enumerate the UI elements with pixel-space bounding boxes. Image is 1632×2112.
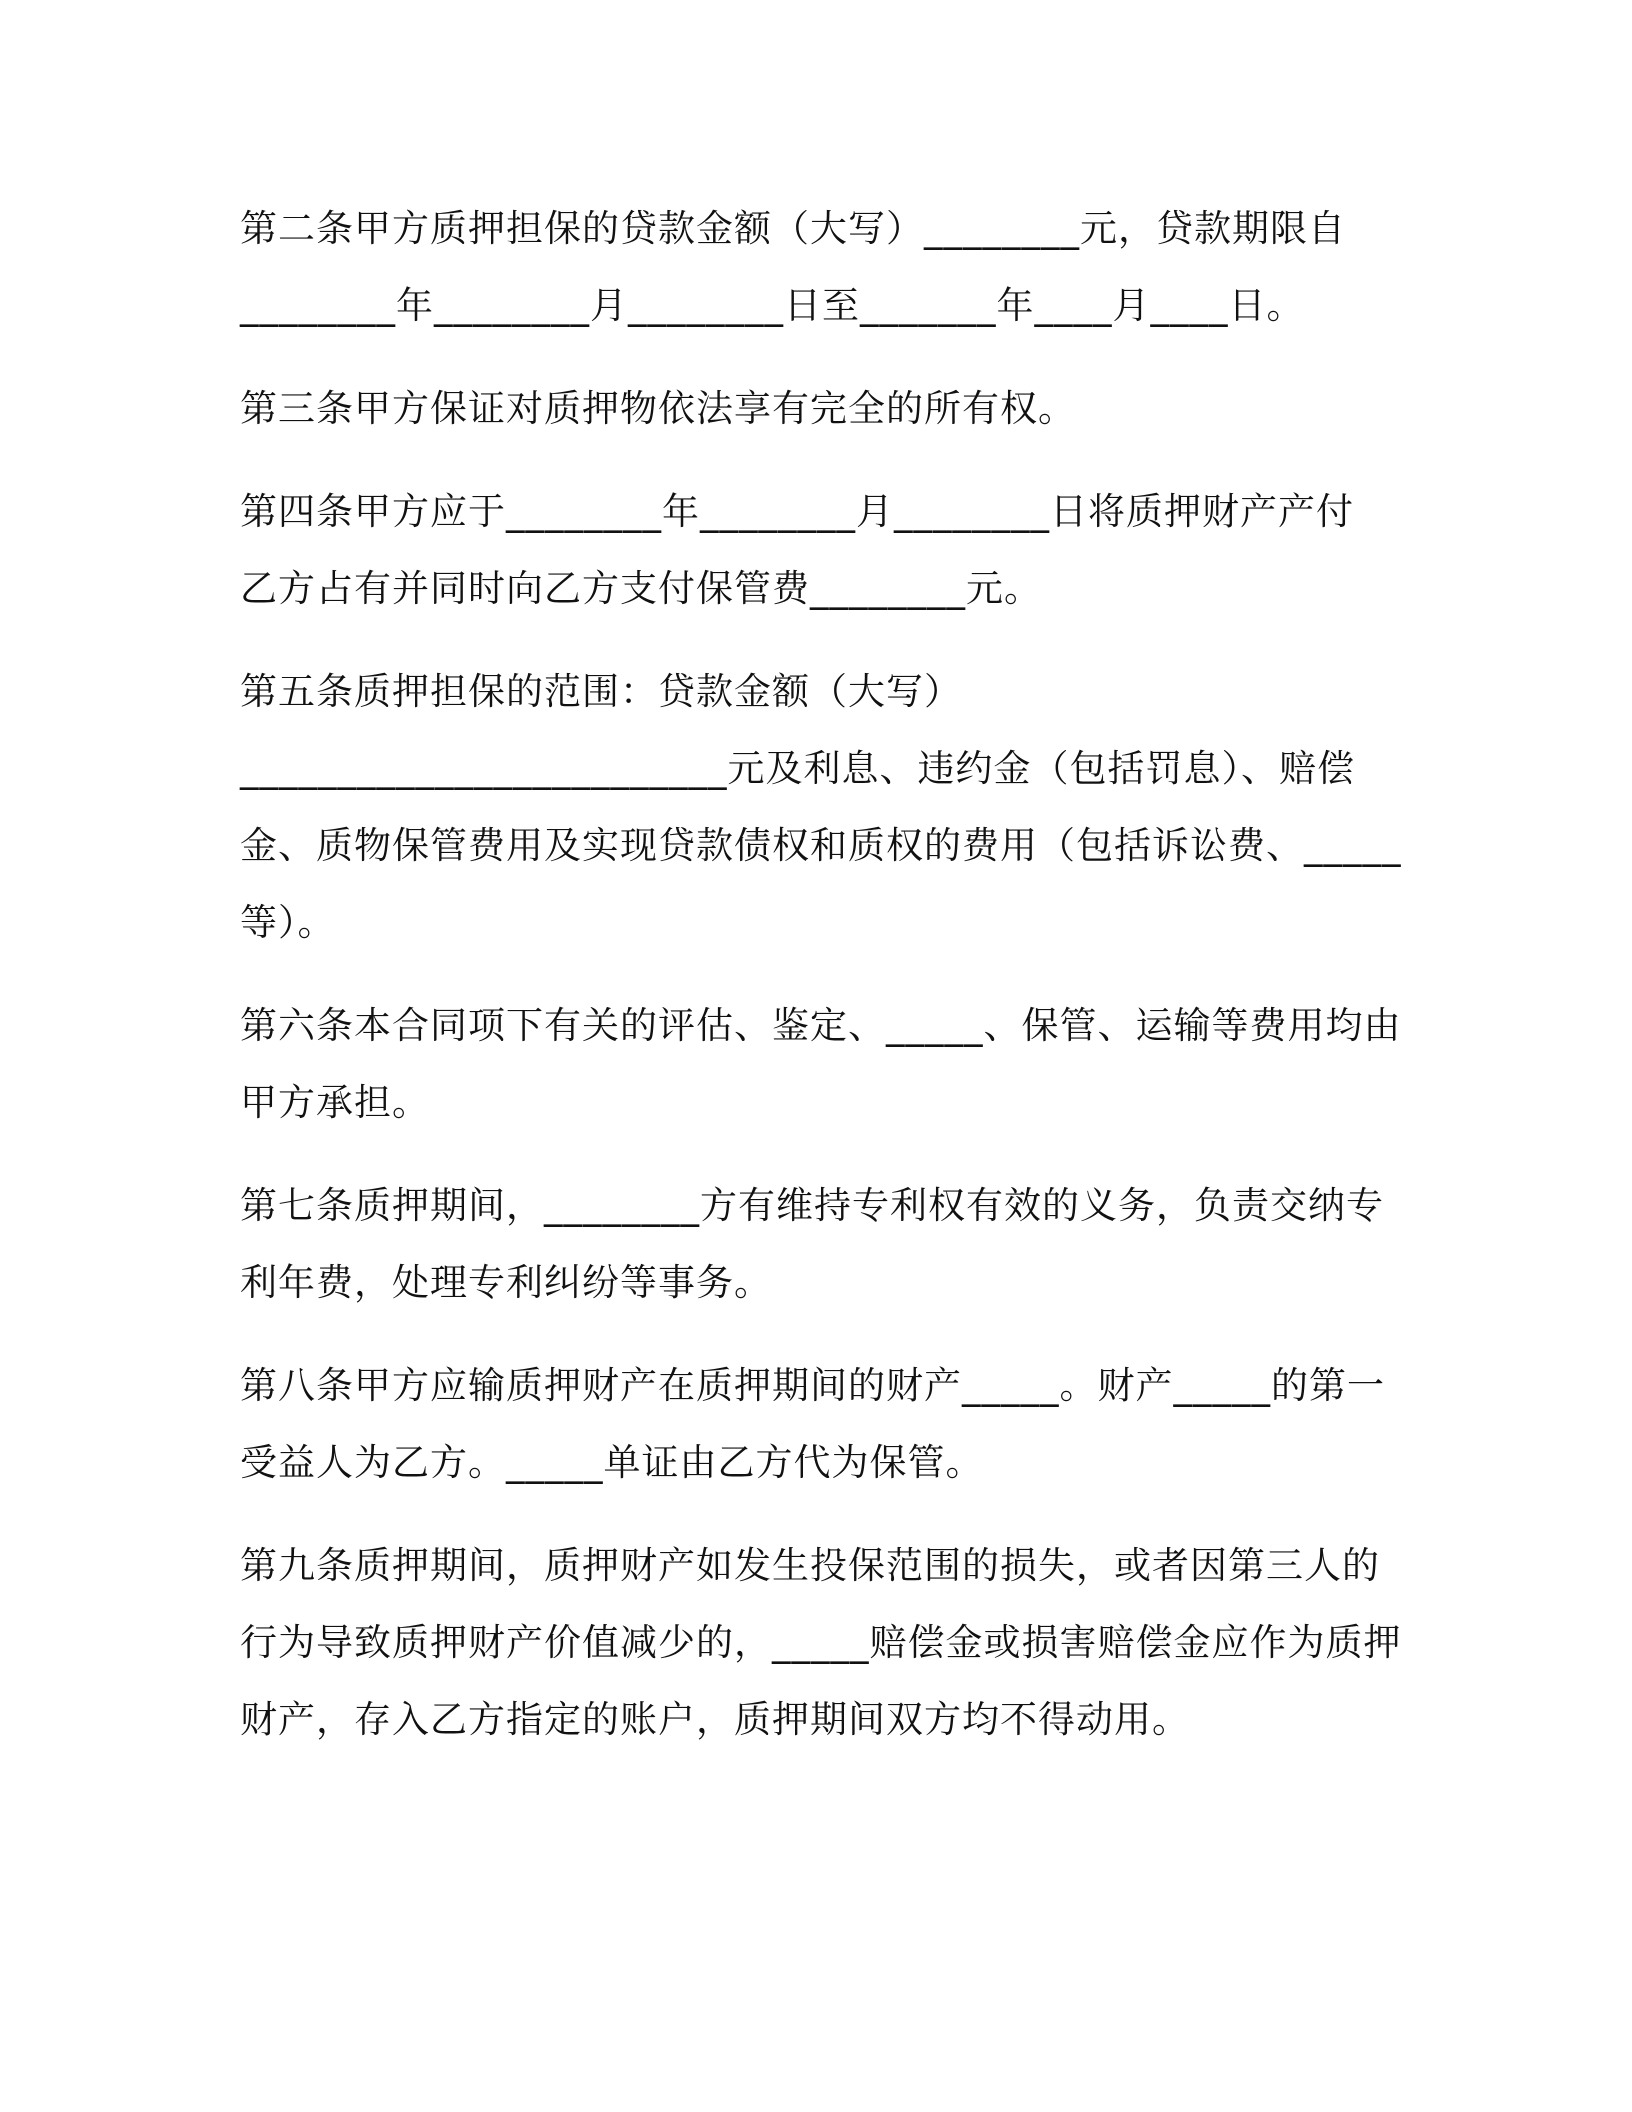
clause-line: 利年费，处理专利纠纷等事务。 xyxy=(240,1261,772,1304)
clause-9 xyxy=(240,1527,1402,1758)
clause-line: 第八条甲方应输质押财产在质押期间的财产_____。财产_____的第一 xyxy=(240,1364,1385,1407)
clause-line: 甲方承担。 xyxy=(240,1081,430,1124)
clause-5 xyxy=(240,653,1402,961)
clause-7 xyxy=(240,1167,1390,1321)
clause-line: 金、质物保管费用及实现贷款债权和质权的费用（包括诉讼费、_____ xyxy=(240,824,1402,867)
clause-line: _________________________元及利息、违约金（包括罚息）、赔偿 xyxy=(240,747,1355,790)
clause-line: 等）。 xyxy=(240,901,336,944)
clause-2 xyxy=(240,190,1390,344)
clause-line: 第九条质押期间，质押财产如发生投保范围的损失，或者因第三人的 xyxy=(240,1544,1380,1587)
clause-line: 第三条甲方保证对质押物依法享有完全的所有权。 xyxy=(240,387,1076,430)
clause-line: 第四条甲方应于________年________月________日将质押财产产付 xyxy=(240,490,1354,533)
clause-line: ________年________月________日至_______年____月____日。 xyxy=(240,284,1305,327)
clause-line: 受益人为乙方。_____单证由乙方代为保管。 xyxy=(240,1441,984,1484)
clause-4 xyxy=(240,473,1390,627)
clause-line: 行为导致质押财产价值减少的，_____赔偿金或损害赔偿金应作为质押 xyxy=(240,1621,1402,1664)
clause-line: 第七条质押期间，________方有维持专利权有效的义务，负责交纳专 xyxy=(240,1184,1384,1227)
clause-3 xyxy=(240,370,1390,447)
clause-line: 第六条本合同项下有关的评估、鉴定、_____、保管、运输等费用均由 xyxy=(240,1004,1402,1047)
clause-6 xyxy=(240,987,1402,1141)
document-page xyxy=(240,190,1402,1784)
clause-8 xyxy=(240,1347,1390,1501)
clause-line: 财产，存入乙方指定的账户，质押期间双方均不得动用。 xyxy=(240,1698,1190,1741)
clause-line: 第五条质押担保的范围：贷款金额（大写） xyxy=(240,670,962,713)
clause-line: 乙方占有并同时向乙方支付保管费________元。 xyxy=(240,567,1042,610)
clause-line: 第二条甲方质押担保的贷款金额（大写）________元，贷款期限自 xyxy=(240,207,1346,250)
